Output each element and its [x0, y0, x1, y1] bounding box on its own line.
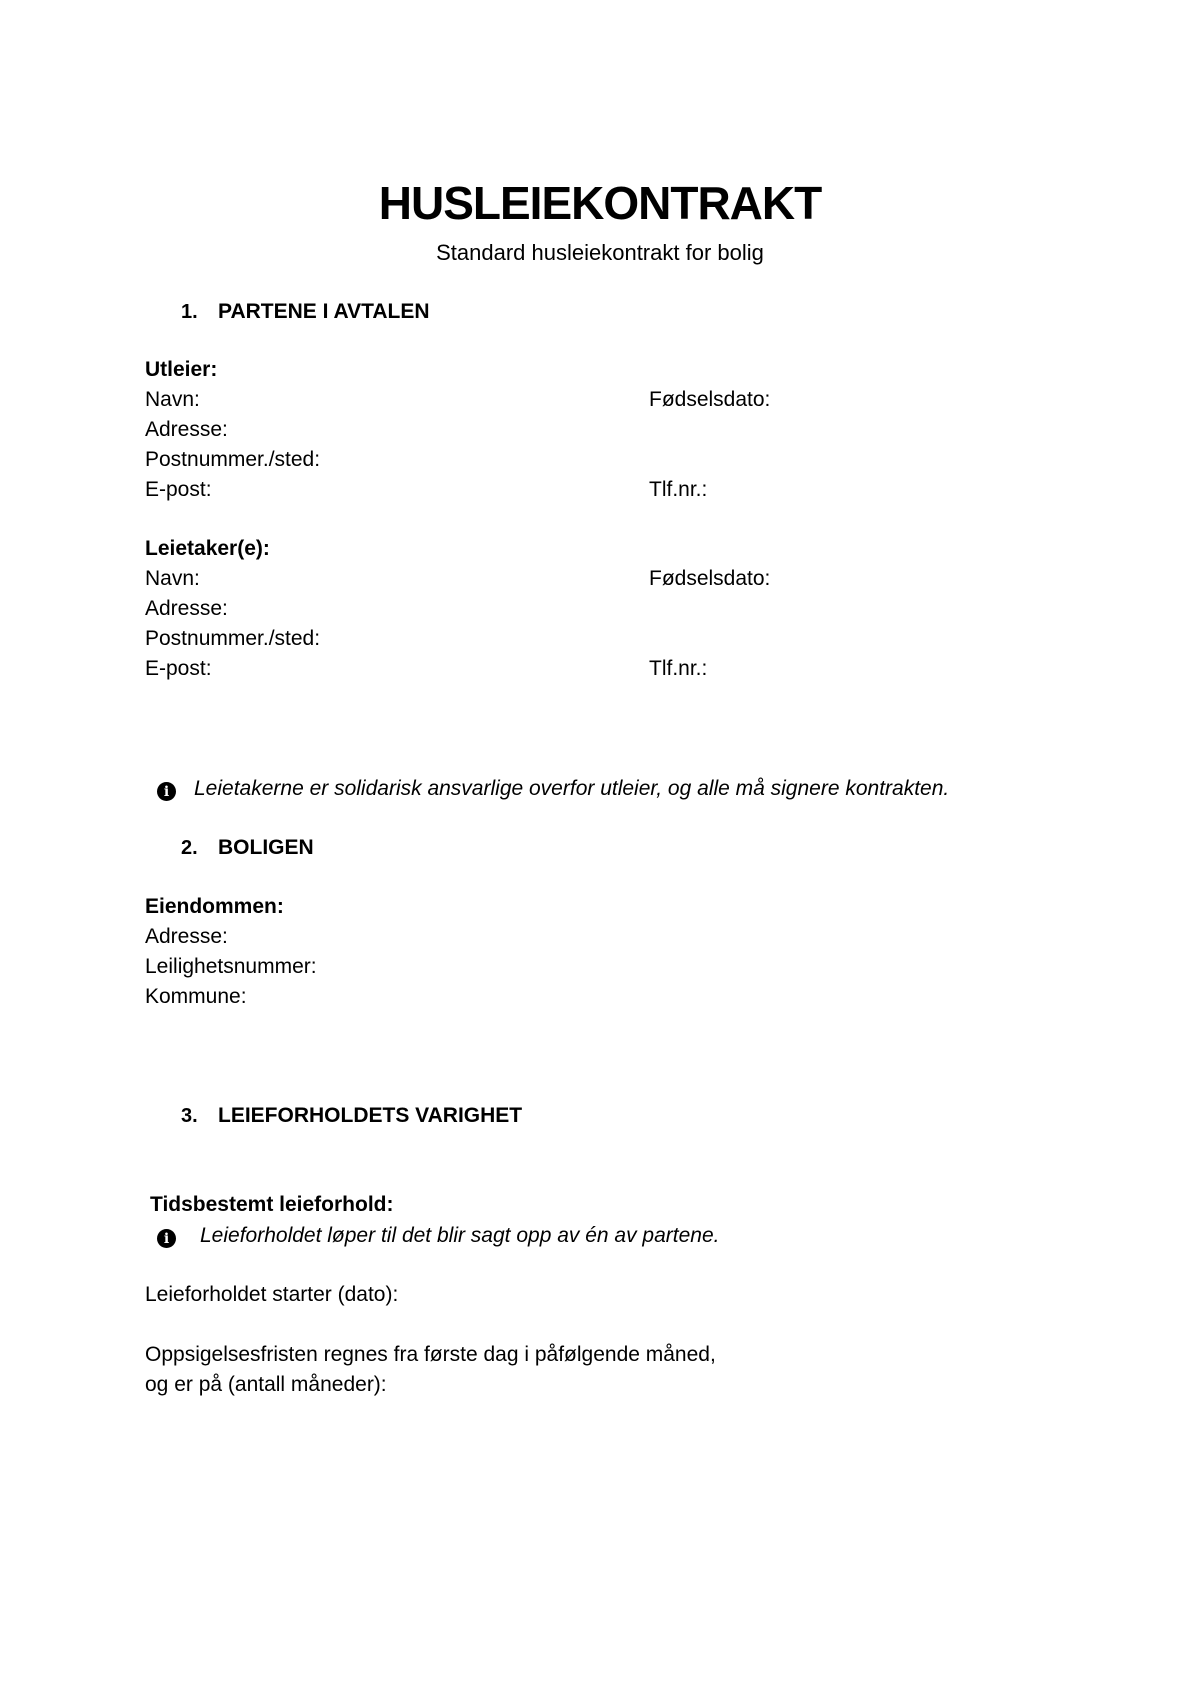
landlord-heading: Utleier:: [145, 358, 218, 381]
landlord-birthdate-label: Fødselsdato:: [649, 388, 771, 411]
property-address-label: Adresse:: [145, 925, 228, 948]
apartment-number-label: Leilighetsnummer:: [145, 955, 317, 978]
tenant-name-label: Navn:: [145, 567, 200, 590]
tenant-liability-note: Leietakerne er solidarisk ansvarlige overfor utleier, og alle må signere kontrakten.: [194, 777, 950, 800]
fixed-term-heading: Tidsbestemt leieforhold:: [150, 1193, 394, 1216]
section-2-title: BOLIGEN: [218, 836, 314, 859]
tenant-address-label: Adresse:: [145, 597, 228, 620]
notice-period-line-1: Oppsigelsesfristen regnes fra første dag i påfølgende måned,: [145, 1343, 716, 1366]
tenant-email-label: E-post:: [145, 657, 212, 680]
tenant-heading: Leietaker(e):: [145, 537, 270, 560]
landlord-address-label: Adresse:: [145, 418, 228, 441]
document-subtitle: Standard husleiekontrakt for bolig: [436, 240, 764, 265]
property-heading: Eiendommen:: [145, 895, 284, 918]
info-circle-icon: i: [157, 1229, 176, 1248]
termination-note: Leieforholdet løper til det blir sagt opp av én av partene.: [200, 1224, 720, 1247]
tenant-phone-label: Tlf.nr.:: [649, 657, 708, 680]
lease-start-label: Leieforholdet starter (dato):: [145, 1283, 399, 1306]
notice-period-line-2: og er på (antall måneder):: [145, 1373, 387, 1396]
section-2-number: 2.: [181, 837, 198, 859]
landlord-phone-label: Tlf.nr.:: [649, 478, 708, 501]
section-3-number: 3.: [181, 1105, 198, 1127]
landlord-name-label: Navn:: [145, 388, 200, 411]
document-title: HUSLEIEKONTRAKT: [378, 177, 822, 229]
tenant-postal-label: Postnummer./sted:: [145, 627, 321, 650]
landlord-email-label: E-post:: [145, 478, 212, 501]
landlord-postal-label: Postnummer./sted:: [145, 448, 321, 471]
section-3-title: LEIEFORHOLDETS VARIGHET: [218, 1104, 523, 1127]
section-1-number: 1.: [181, 301, 198, 323]
municipality-label: Kommune:: [145, 985, 247, 1008]
tenant-birthdate-label: Fødselsdato:: [649, 567, 771, 590]
section-1-title: PARTENE I AVTALEN: [218, 300, 430, 323]
info-circle-icon: i: [157, 782, 176, 801]
